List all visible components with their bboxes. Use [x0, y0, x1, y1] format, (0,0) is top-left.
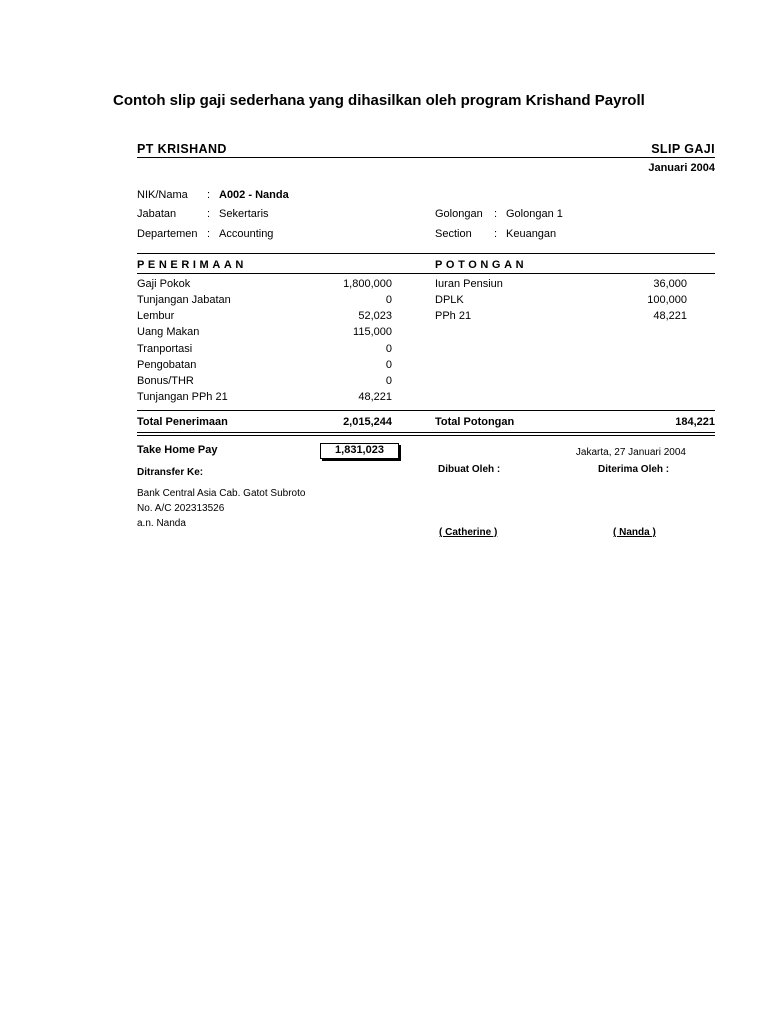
- dept-value: Accounting: [219, 228, 274, 240]
- list-item-label: PPh 21: [435, 310, 472, 322]
- list-item-value: 0: [385, 294, 392, 306]
- list-item-value: 48,221: [653, 310, 687, 322]
- list-item-value: 0: [385, 375, 392, 387]
- list-item-value: 48,221: [358, 391, 392, 403]
- potongan-title: POTONGAN: [435, 259, 528, 271]
- list-item-label: Tunjangan PPh 21: [137, 391, 228, 403]
- slip-title: SLIP GAJI: [651, 142, 715, 156]
- nik-label: NIK/Nama: [137, 189, 188, 201]
- nik-value: A002 - Nanda: [219, 189, 289, 201]
- totals-divider-top: [137, 410, 715, 411]
- nik-sep: :: [207, 189, 211, 201]
- list-item-label: Uang Makan: [137, 326, 200, 338]
- list-item-label: Tunjangan Jabatan: [137, 294, 231, 306]
- totals-divider-2: [137, 435, 715, 436]
- made-by-name: ( Catherine ): [439, 527, 498, 538]
- list-item-value: 100,000: [647, 294, 687, 306]
- golongan-sep: :: [494, 208, 498, 220]
- jabatan-value: Sekertaris: [219, 208, 269, 220]
- section-value: Keuangan: [506, 228, 557, 240]
- list-item-value: 52,023: [358, 310, 392, 322]
- jabatan-sep: :: [207, 208, 211, 220]
- transfer-name: a.n. Nanda: [137, 518, 186, 529]
- list-item-label: Iuran Pensiun: [435, 278, 503, 290]
- list-item-label: Pengobatan: [137, 359, 197, 371]
- page-heading: Contoh slip gaji sederhana yang dihasilkan oleh program Krishand Payroll: [113, 92, 645, 109]
- info-divider: [137, 253, 715, 254]
- list-item-label: Gaji Pokok: [137, 278, 191, 290]
- list-item-value: 0: [385, 343, 392, 355]
- received-by-name: ( Nanda ): [613, 527, 656, 538]
- totals-divider-1: [137, 432, 715, 433]
- dept-label: Departemen: [137, 228, 198, 240]
- total-penerimaan-label: Total Penerimaan: [137, 416, 228, 428]
- transfer-account: No. A/C 202313526: [137, 503, 225, 514]
- company-name: PT KRISHAND: [137, 142, 227, 156]
- list-item-label: Lembur: [137, 310, 175, 322]
- list-item-value: 0: [385, 359, 392, 371]
- period: Januari 2004: [648, 162, 715, 174]
- list-item-label: Tranportasi: [137, 343, 193, 355]
- jabatan-label: Jabatan: [137, 208, 177, 220]
- section-label: Section: [435, 228, 472, 240]
- received-by-label: Diterima Oleh :: [598, 464, 670, 475]
- total-potongan-label: Total Potongan: [435, 416, 515, 428]
- transfer-bank: Bank Central Asia Cab. Gatot Subroto: [137, 488, 306, 499]
- golongan-value: Golongan 1: [506, 208, 563, 220]
- take-home-value: 1,831,023: [320, 443, 399, 459]
- made-by-label: Dibuat Oleh :: [438, 464, 501, 475]
- penerimaan-title: PENERIMAAN: [137, 259, 247, 271]
- list-item-label: DPLK: [435, 294, 464, 306]
- golongan-label: Golongan: [435, 208, 483, 220]
- list-item-value: 115,000: [353, 326, 392, 338]
- take-home-label: Take Home Pay: [137, 444, 218, 456]
- section-sep: :: [494, 228, 498, 240]
- total-penerimaan-value: 2,015,244: [343, 416, 392, 428]
- list-item-value: 36,000: [653, 278, 687, 290]
- transfer-label: Ditransfer Ke:: [137, 467, 204, 478]
- list-item-label: Bonus/THR: [137, 375, 194, 387]
- dept-sep: :: [207, 228, 211, 240]
- header-divider: [137, 157, 715, 158]
- list-item-value: 1,800,000: [343, 278, 392, 290]
- section-divider: [137, 273, 715, 274]
- total-potongan-value: 184,221: [675, 416, 715, 428]
- place-date: Jakarta, 27 Januari 2004: [575, 447, 686, 458]
